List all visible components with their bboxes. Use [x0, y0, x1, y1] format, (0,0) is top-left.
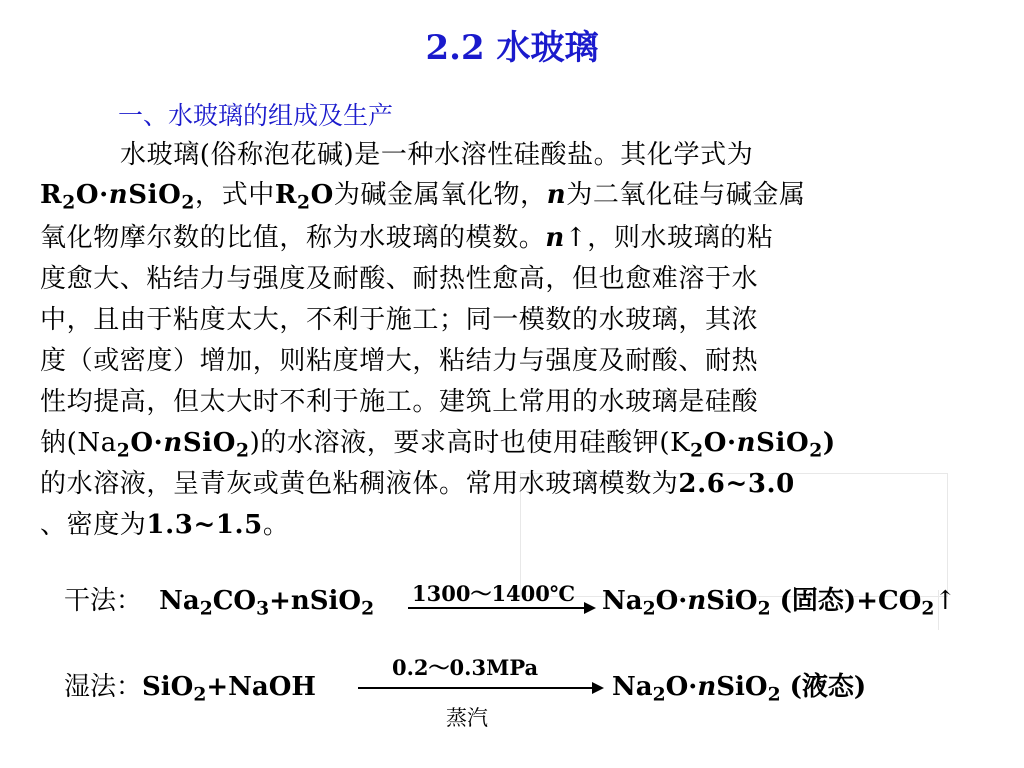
- paragraph-text: 。: [262, 510, 290, 540]
- formula-text: Na: [612, 672, 653, 702]
- formula-n: n: [697, 672, 717, 702]
- paragraph-text: 钠(Na: [40, 428, 117, 458]
- paragraph-text: 性均提高，但太大时不利于施工。建筑上常用的水玻璃是硅酸: [40, 387, 759, 417]
- modulus-range: 2.6~3.0: [678, 469, 795, 499]
- formula-subscript: 2: [642, 597, 656, 620]
- page-title: 2.2 水玻璃: [425, 28, 599, 68]
- paragraph-line-4: [40, 259, 990, 299]
- formula-subscript: 2: [235, 439, 250, 462]
- formula-text: O·: [655, 586, 688, 616]
- paragraph-text: 、密度为: [40, 510, 147, 540]
- paragraph-text: 度愈大、粘结力与强度及耐酸、耐热性愈高，但也愈难溶于水: [40, 264, 759, 294]
- dry-method-equation: [64, 580, 374, 620]
- paragraph-text: )的水溶液，要求高时也使用硅酸钾(K: [249, 428, 691, 458]
- paragraph-text: 水玻璃(俗称泡花碱)是一种水溶性硅酸盐。其化学式为: [120, 140, 754, 170]
- formula-text: (固态)+CO: [770, 586, 922, 616]
- formula-n: n: [687, 586, 707, 616]
- formula-sio: SiO: [182, 428, 236, 458]
- wet-method-equation: [64, 666, 316, 706]
- formula-o: O: [310, 180, 334, 210]
- paragraph-text: ↑，则水玻璃的粘: [564, 223, 774, 253]
- paragraph-line-9: [40, 464, 990, 504]
- dry-product: [602, 580, 956, 620]
- formula-text: (液态): [780, 672, 867, 702]
- formula-o-dot: O·: [75, 180, 109, 210]
- paragraph-line-10: [40, 505, 990, 545]
- paragraph-text: 为碱金属氧化物，: [333, 180, 547, 210]
- formula-subscript: 2: [690, 439, 704, 462]
- formula-r: R: [274, 180, 298, 210]
- paragraph-text: 氧化物摩尔数的比值，称为水玻璃的模数。: [40, 223, 546, 253]
- formula-o-dot: O·: [130, 428, 164, 458]
- formula-subscript: 2: [767, 683, 781, 706]
- formula-text: Na: [159, 586, 200, 616]
- paragraph-text: 为二氧化硅与碱金属: [566, 180, 806, 210]
- paragraph-text: 的水溶液，呈青灰或黄色粘稠液体。常用水玻璃模数为: [40, 469, 679, 499]
- dry-arrow-head-icon: [584, 602, 596, 614]
- formula-subscript: 2: [757, 597, 771, 620]
- paragraph-text: 度（或密度）增加，则粘度增大，粘结力与强度及耐酸、耐热: [40, 346, 759, 376]
- paragraph-line-6: [40, 341, 990, 381]
- formula-subscript: 2: [652, 683, 666, 706]
- formula-text: SiO: [142, 672, 194, 702]
- formula-text: CO: [212, 586, 257, 616]
- formula-n: n: [736, 428, 757, 458]
- formula-r: R: [40, 180, 63, 210]
- paragraph-text: ): [822, 428, 836, 458]
- formula-text: O·: [665, 672, 698, 702]
- formula-n: n: [546, 180, 567, 210]
- paragraph-line-7: [40, 382, 990, 422]
- gas-up-arrow-icon: ↑: [934, 586, 957, 616]
- paragraph-line-5: [40, 300, 990, 340]
- formula-subscript: 2: [809, 439, 823, 462]
- wet-method-label: 湿法：: [64, 672, 143, 702]
- formula-o-dot: O·: [703, 428, 737, 458]
- paragraph-line-3: [40, 218, 990, 258]
- paragraph-line-2: [40, 175, 990, 215]
- paragraph-text: ，式中: [195, 180, 275, 210]
- formula-subscript: 2: [921, 597, 935, 620]
- formula-n: n: [163, 428, 183, 458]
- formula-n: n: [108, 180, 129, 210]
- formula-subscript: 2: [181, 191, 195, 214]
- formula-subscript: 3: [256, 597, 270, 620]
- formula-subscript: 2: [361, 597, 375, 620]
- formula-text: +NaOH: [206, 672, 316, 702]
- wet-arrow-head-icon: [592, 682, 604, 694]
- section-heading: 一、水玻璃的组成及生产: [118, 101, 394, 130]
- density-range: 1.3~1.5: [146, 510, 263, 540]
- formula-sio: SiO: [128, 180, 182, 210]
- formula-text: +nSiO: [269, 586, 362, 616]
- formula-sio: SiO: [756, 428, 810, 458]
- wet-condition-top: 0.2～0.3MPa: [392, 655, 539, 680]
- wet-condition-bottom: 蒸汽: [446, 706, 488, 730]
- paragraph-line-1: [120, 135, 990, 175]
- formula-text: SiO: [716, 672, 768, 702]
- paragraph-text: 中，且由于粘度太大，不利于施工；同一模数的水玻璃，其浓: [40, 305, 759, 335]
- wet-product: [612, 666, 866, 706]
- formula-subscript: 2: [62, 191, 76, 214]
- paragraph-line-8: [40, 423, 990, 463]
- formula-n: n: [545, 223, 565, 253]
- formula-text: SiO: [706, 586, 758, 616]
- dry-method-label: 干法：: [64, 586, 143, 616]
- formula-subscript: 2: [199, 597, 213, 620]
- formula-text: Na: [602, 586, 643, 616]
- formula-subscript: 2: [297, 191, 311, 214]
- formula-subscript: 2: [193, 683, 207, 706]
- dry-reaction-arrow: [408, 607, 586, 609]
- dry-condition: 1300～1400℃: [412, 581, 576, 606]
- formula-subscript: 2: [116, 439, 131, 462]
- wet-reaction-arrow: [358, 687, 594, 689]
- dry-reactants: [159, 586, 375, 620]
